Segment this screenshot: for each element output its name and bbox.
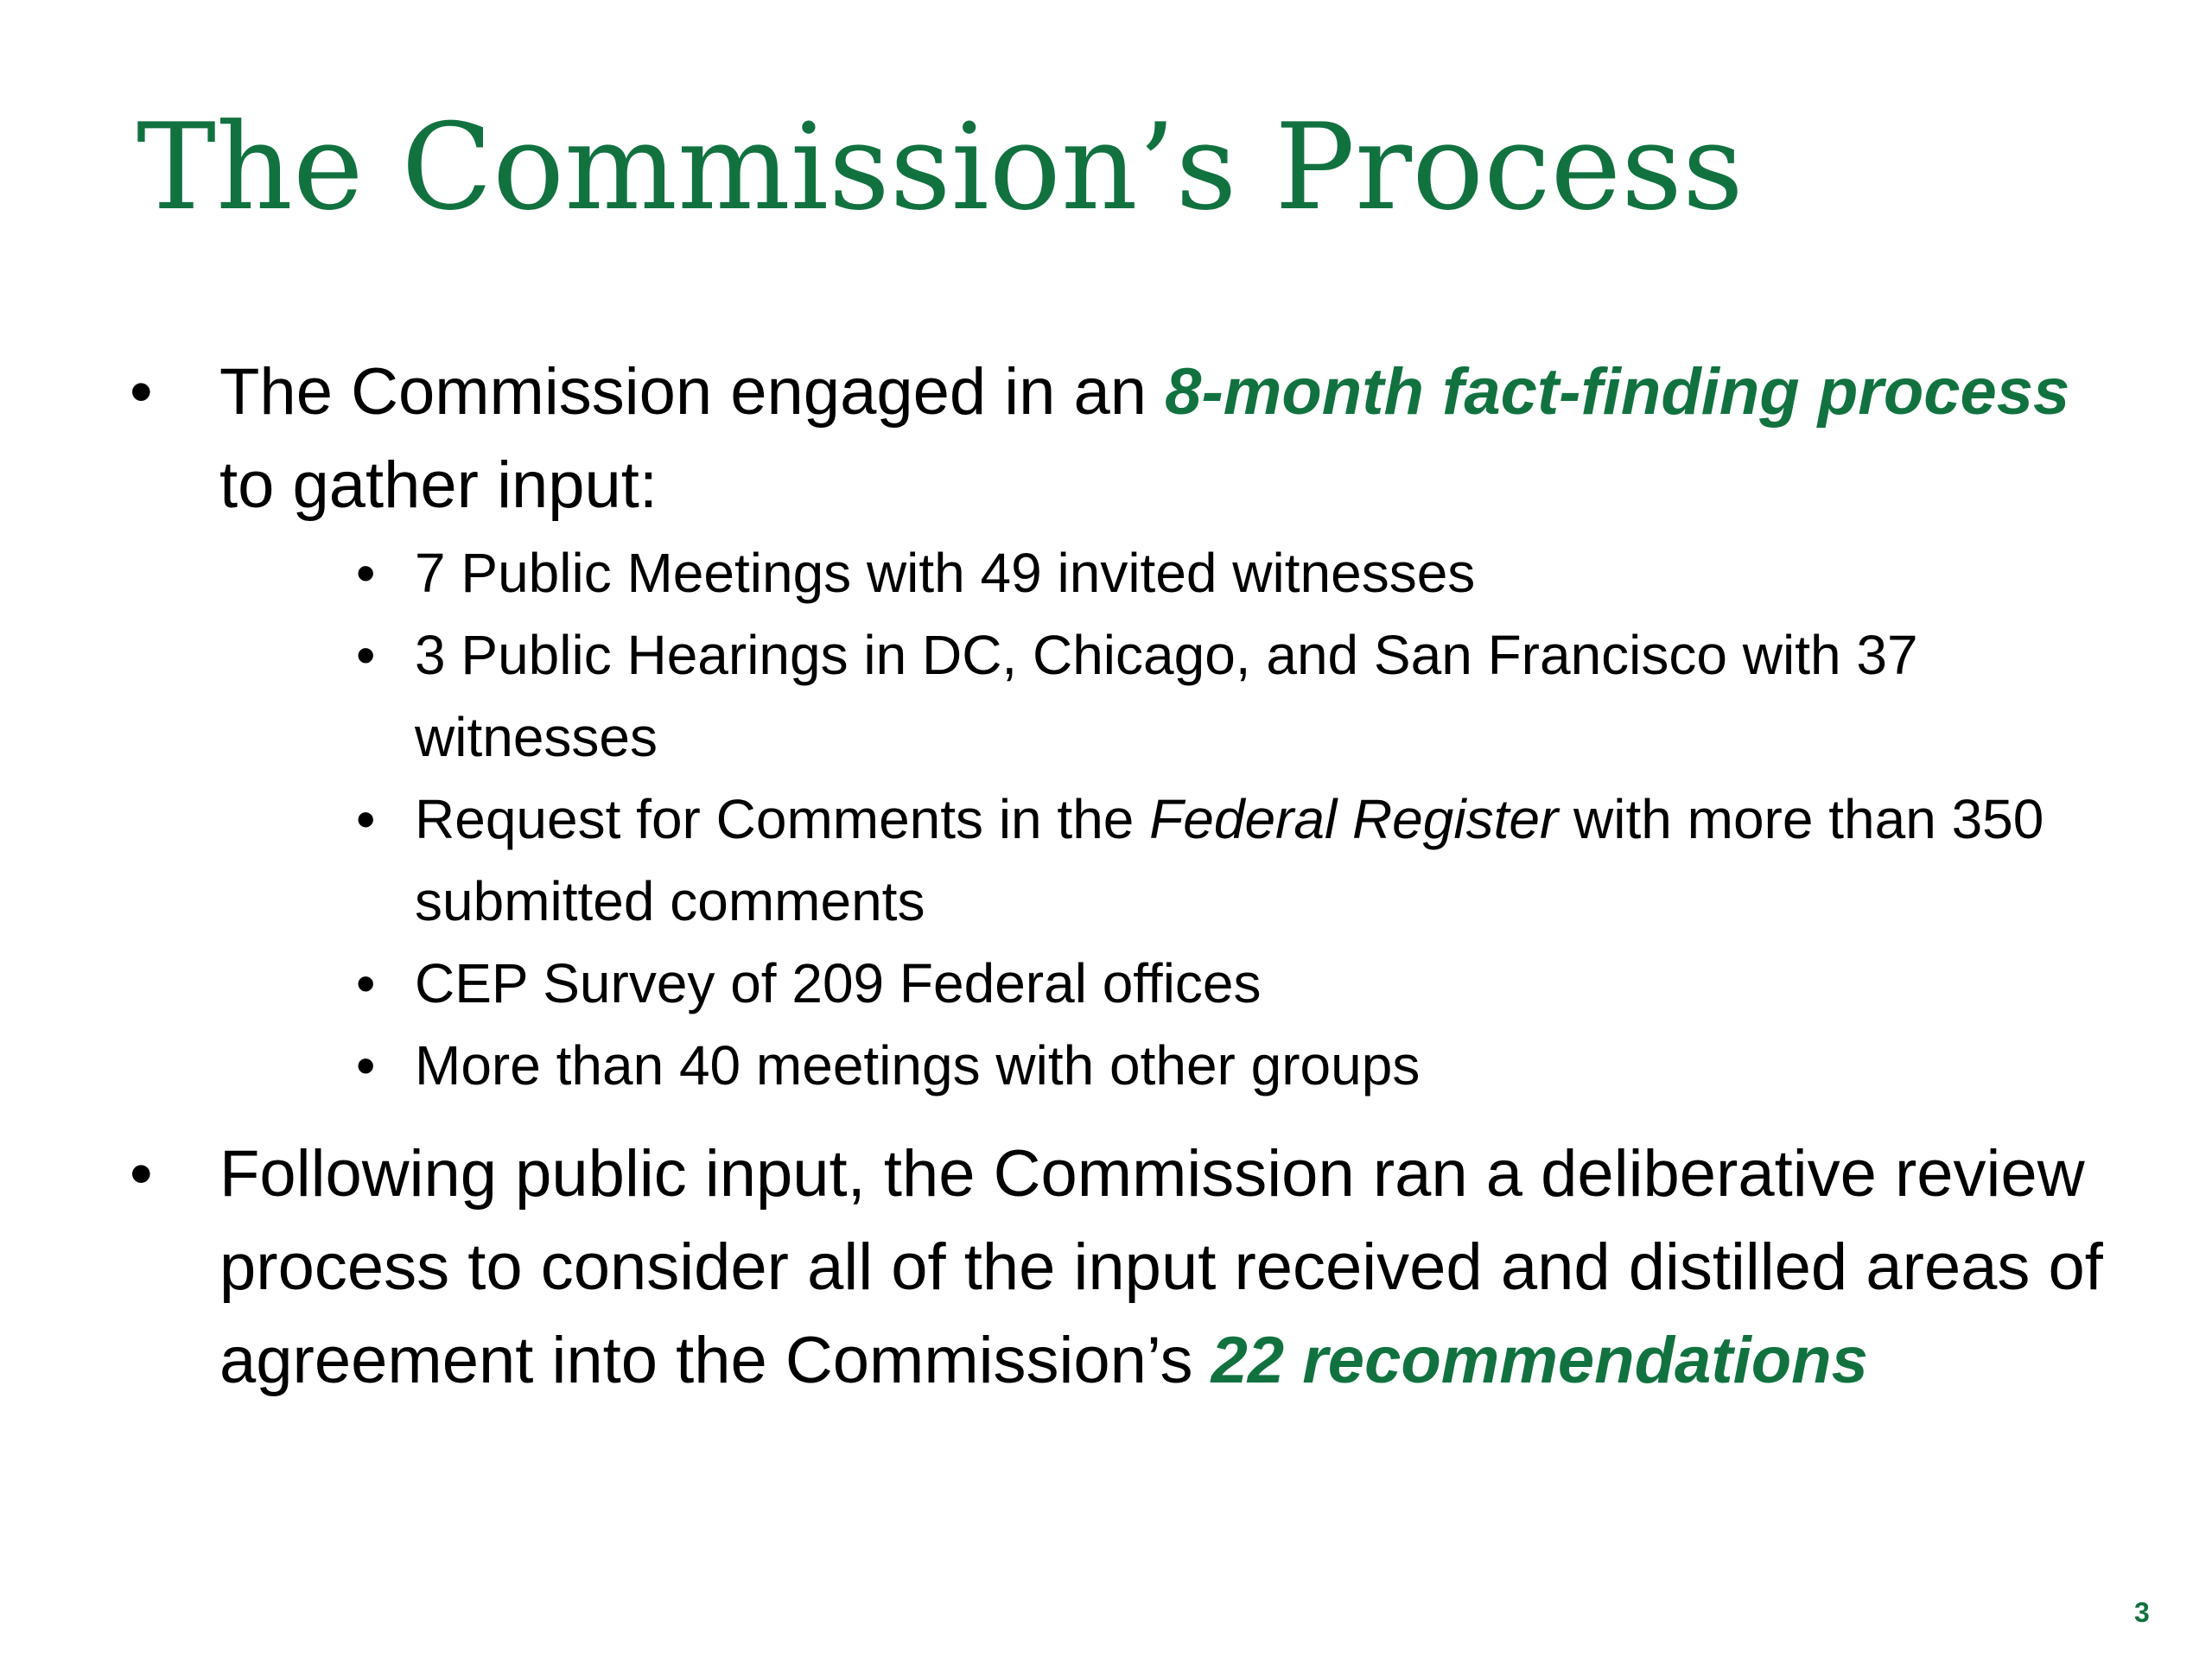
sub-bullet-public-hearings [130,614,2117,779]
sub-bullet-text-pre: Request for Comments in the [415,788,1150,850]
sub-bullet-dot-icon: • [356,952,376,1014]
sub-bullet-container [130,532,2117,1107]
bullet-deliberative-review [130,1128,2117,1408]
page-number: 3 [2134,1597,2150,1628]
sub-bullet-text: 3 Public Hearings in DC, Chicago, and San Francisco with 37 witnesses [415,624,1918,768]
bullet-text-post: to gather input: [219,448,658,522]
bullet-fact-finding [130,346,2117,532]
sub-bullet-other-meetings [130,1025,2117,1107]
bullet-list [130,346,2117,1408]
sub-bullet-dot-icon: • [356,788,376,850]
sub-bullet-request-comments [130,779,2117,943]
sub-bullet-text: 7 Public Meetings with 49 invited witnesses [415,542,1476,604]
bullet-text-pre: The Commission engaged in an [219,355,1166,429]
sub-bullet-text: More than 40 meetings with other groups [415,1034,1421,1096]
sub-bullet-dot-icon: • [356,1034,376,1096]
sub-bullet-dot-icon: • [356,542,376,604]
bullet-emphasis: 22 recommendations [1211,1324,1868,1397]
bullet-text-pre: Following public input, the Commission ran a deliberative review process to consider all of the input received and distilled areas of agreement into the Commission’s [219,1137,2103,1397]
slide-content [130,346,2117,1408]
bullet-dot-icon: • [130,355,153,429]
slide-title: The Commission’s Process [137,98,1744,237]
bullet-emphasis: 8-month fact-finding process [1165,355,2070,429]
bullet-dot-icon: • [130,1137,153,1211]
sub-bullet-text-post: with more than 350 submitted comments [415,788,2044,932]
sub-bullet-list [130,532,2117,1107]
sub-bullet-italic: Federal Register [1149,788,1559,850]
sub-bullet-text: CEP Survey of 209 Federal offices [415,952,1262,1014]
sub-bullet-cep-survey [130,943,2117,1025]
sub-bullet-public-meetings [130,532,2117,614]
sub-bullet-dot-icon: • [356,624,376,686]
